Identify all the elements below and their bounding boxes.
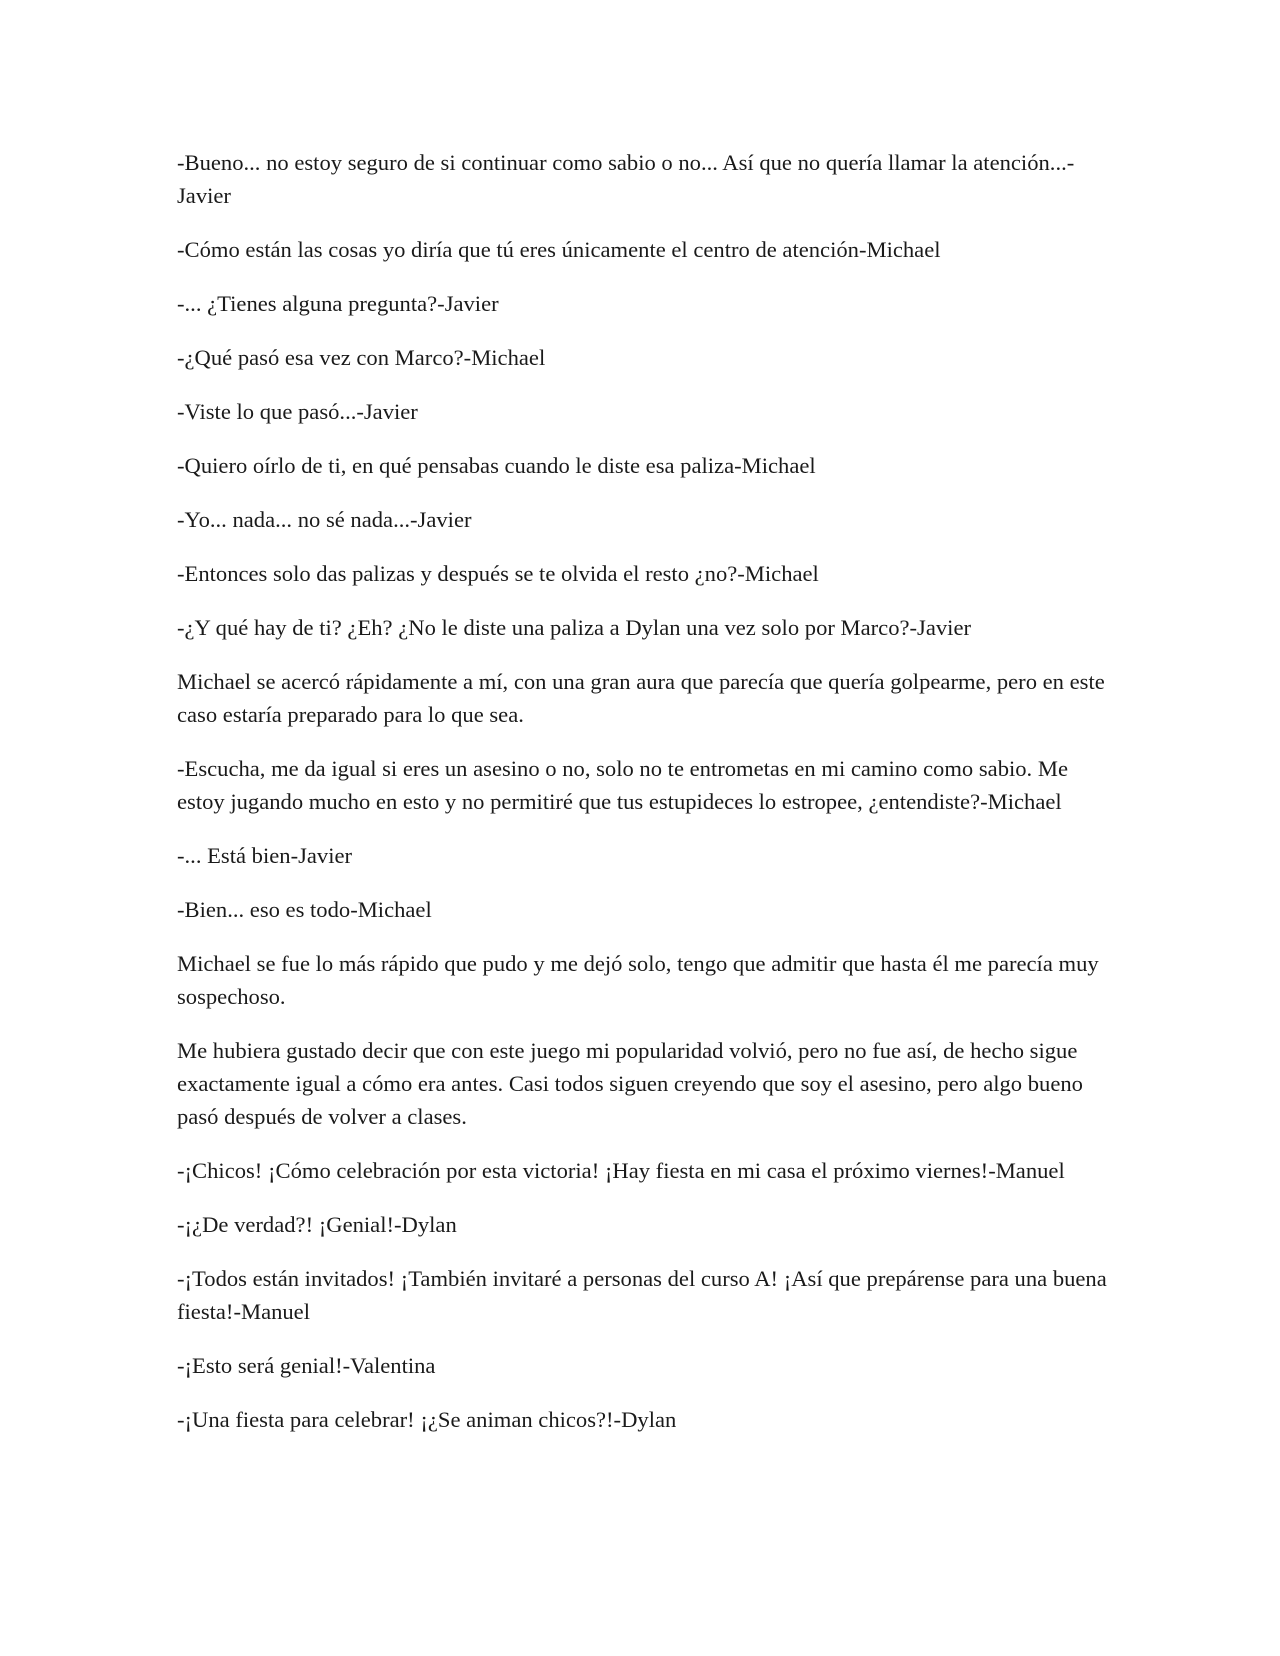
dialogue-paragraph: -Cómo están las cosas yo diría que tú eres únicamente el centro de atención-Michael: [177, 237, 941, 262]
dialogue-paragraph: -Quiero oírlo de ti, en qué pensabas cuando le diste esa paliza-Michael: [177, 453, 816, 478]
dialogue-paragraph: -Escucha, me da igual si eres un asesino o no, solo no te entrometas en mi camino como sabio. Me estoy jugando mucho en esto y no permitiré que tus estupideces lo estropee, ¿entendiste?-Michael: [177, 756, 1068, 814]
narration-paragraph: Michael se acercó rápidamente a mí, con una gran aura que parecía que quería golpearme, pero en este caso estaría preparado para lo que sea.: [177, 669, 1105, 727]
dialogue-paragraph: -¿Y qué hay de ti? ¿Eh? ¿No le diste una paliza a Dylan una vez solo por Marco?-Javier: [177, 615, 972, 640]
dialogue-paragraph: -Viste lo que pasó...-Javier: [177, 399, 418, 424]
dialogue-paragraph: -... ¿Tienes alguna pregunta?-Javier: [177, 291, 499, 316]
dialogue-paragraph: -Bueno... no estoy seguro de si continuar como sabio o no... Así que no quería llamar la atención...-Javier: [177, 150, 1075, 208]
dialogue-paragraph: -Yo... nada... no sé nada...-Javier: [177, 507, 472, 532]
dialogue-paragraph: -¡¿De verdad?! ¡Genial!-Dylan: [177, 1212, 457, 1237]
narration-paragraph: Me hubiera gustado decir que con este juego mi popularidad volvió, pero no fue así, de hecho sigue exactamente igual a cómo era antes. Casi todos siguen creyendo que soy el asesino, pero algo bueno pasó después de volver a clases.: [177, 1038, 1083, 1129]
dialogue-paragraph: -¡Todos están invitados! ¡También invitaré a personas del curso A! ¡Así que prepárense para una buena fiesta!-Manuel: [177, 1266, 1107, 1324]
dialogue-paragraph: -Entonces solo das palizas y después se te olvida el resto ¿no?-Michael: [177, 561, 819, 586]
document-body: [177, 146, 1107, 1457]
dialogue-paragraph: -... Está bien-Javier: [177, 843, 353, 868]
dialogue-paragraph: -¡Esto será genial!-Valentina: [177, 1353, 436, 1378]
narration-paragraph: Michael se fue lo más rápido que pudo y me dejó solo, tengo que admitir que hasta él me parecía muy sospechoso.: [177, 951, 1099, 1009]
dialogue-paragraph: -Bien... eso es todo-Michael: [177, 897, 432, 922]
dialogue-paragraph: -¿Qué pasó esa vez con Marco?-Michael: [177, 345, 546, 370]
dialogue-paragraph: -¡Una fiesta para celebrar! ¡¿Se animan chicos?!-Dylan: [177, 1407, 677, 1432]
dialogue-paragraph: -¡Chicos! ¡Cómo celebración por esta victoria! ¡Hay fiesta en mi casa el próximo viernes!-Manuel: [177, 1158, 1065, 1183]
